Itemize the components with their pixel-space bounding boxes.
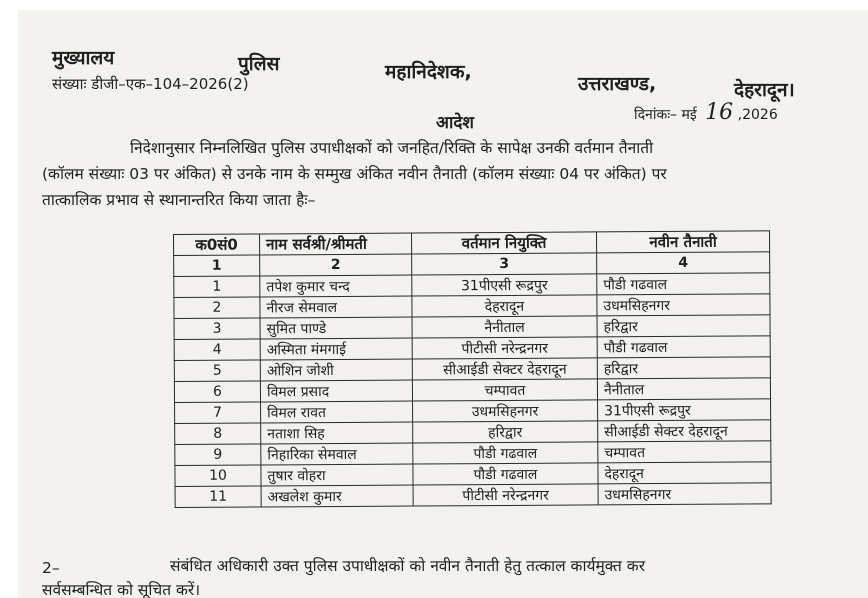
director-general-label: महानिदेशक, — [385, 61, 472, 83]
serial-cell: 2 — [174, 297, 260, 319]
serial-cell: 5 — [174, 360, 260, 382]
current-posting-cell: पीटीसी नरेन्द्रनगर — [412, 337, 597, 359]
date-label: दिनांकः– मई — [634, 107, 697, 123]
header-new-posting: नवीन तैनाती — [596, 231, 769, 253]
serial-cell: 4 — [174, 339, 260, 361]
serial-cell: 7 — [175, 402, 261, 424]
current-posting-cell: 31पीएसी रूद्रपुर — [412, 274, 597, 296]
new-posting-cell: देहरादून — [598, 462, 771, 484]
office-label: मुख्यालय — [52, 47, 115, 69]
name-cell: तपेश कुमार चन्द — [260, 275, 412, 297]
reference-number: संख्याः डीजी–एक–104–2026(2) — [52, 75, 249, 93]
date-year: ,2026 — [737, 107, 778, 123]
new-posting-cell: पौडी गढवाल — [597, 336, 770, 358]
name-cell: अखलेश कुमार — [261, 485, 413, 507]
order-document — [18, 10, 868, 598]
name-cell: सुमित पाण्डे — [260, 317, 412, 339]
name-cell: विमल रावत — [261, 401, 413, 423]
footer-line-1: संबंधित अधिकारी उक्त पुलिस उपाधीक्षकों को नवीन तैनाती हेतु तत्काल कार्यमुक्त कर — [170, 557, 646, 575]
new-posting-cell: पौडी गढवाल — [597, 273, 770, 295]
new-posting-cell: उधमसिहनगर — [597, 294, 770, 316]
table-header-row — [174, 231, 770, 256]
body-line-1: निदेशानुसार निम्नलिखित पुलिस उपाधीक्षकों को जनहित/रिक्ति के सापेक्ष उनकी वर्तमान तैनाती — [130, 139, 654, 157]
current-posting-cell: पौडी गढवाल — [413, 463, 598, 485]
state-label: उत्तराखण्ड, — [578, 73, 657, 95]
body-line-3: तात्कालिक प्रभाव से स्थानान्तरित किया जाता हैः– — [42, 191, 316, 209]
new-posting-cell: हरिद्वार — [597, 357, 770, 379]
new-posting-cell: उधमसिहनगर — [598, 483, 771, 505]
serial-cell: 9 — [175, 444, 261, 466]
name-cell: ओशिन जोशी — [260, 359, 412, 381]
current-posting-cell: चम्पावत — [412, 379, 597, 401]
column-number: 4 — [597, 252, 770, 274]
current-posting-cell: देहरादून — [412, 295, 597, 317]
new-posting-cell: नैनीताल — [597, 378, 770, 400]
point-number: 2– — [42, 559, 60, 577]
current-posting-cell: पौडी गढवाल — [413, 442, 598, 464]
order-title: आदेश — [436, 113, 474, 133]
current-posting-cell: सीआईडी सेक्टर देहरादून — [412, 358, 597, 380]
city-label: देहरादून। — [734, 79, 795, 101]
name-cell: निहारिका सेमवाल — [261, 443, 413, 465]
current-posting-cell: नैनीताल — [412, 316, 597, 338]
serial-cell: 8 — [175, 423, 261, 445]
header-serial: क0सं0 — [174, 234, 260, 256]
serial-cell: 10 — [175, 465, 261, 487]
current-posting-cell: उधमसिहनगर — [413, 400, 598, 422]
new-posting-cell: 31पीएसी रूद्रपुर — [598, 399, 771, 421]
header-name: नाम सर्वश्री/श्रीमती — [260, 233, 412, 255]
column-number: 3 — [412, 253, 597, 275]
column-number: 1 — [174, 255, 260, 277]
new-posting-cell: चम्पावत — [598, 441, 771, 463]
name-cell: विमल प्रसाद — [260, 380, 412, 402]
serial-cell: 3 — [174, 318, 260, 340]
name-cell: अस्मिता मंमगाई — [260, 338, 412, 360]
header-current-posting: वर्तमान नियुक्ति — [411, 232, 596, 254]
serial-cell: 1 — [174, 276, 260, 298]
column-number: 2 — [260, 254, 412, 276]
transfer-table — [173, 230, 772, 508]
serial-cell: 6 — [174, 381, 260, 403]
current-posting-cell: हरिद्वार — [413, 421, 598, 443]
footer-line-2: सर्वसम्बन्धित को सूचित करें। — [42, 581, 201, 598]
new-posting-cell: सीआईडी सेक्टर देहरादून — [598, 420, 771, 442]
name-cell: नीरज सेमवाल — [260, 296, 412, 318]
police-label: पुलिस — [238, 53, 280, 75]
body-line-2: (कॉलम संख्याः 03 पर अंकित) से उनके नाम के सम्मुख अंकित नवीन तैनाती (कॉलम संख्याः 04 पर अंकित) पर — [42, 165, 667, 183]
new-posting-cell: हरिद्वार — [597, 315, 770, 337]
table-row — [175, 483, 771, 508]
date-day-handwritten: 16 — [705, 100, 734, 125]
date-line — [634, 100, 778, 125]
name-cell: तुषार वोहरा — [261, 464, 413, 486]
serial-cell: 11 — [175, 486, 261, 508]
name-cell: नताशा सिह — [261, 422, 413, 444]
current-posting-cell: पीटीसी नरेन्द्रनगर — [413, 484, 598, 506]
